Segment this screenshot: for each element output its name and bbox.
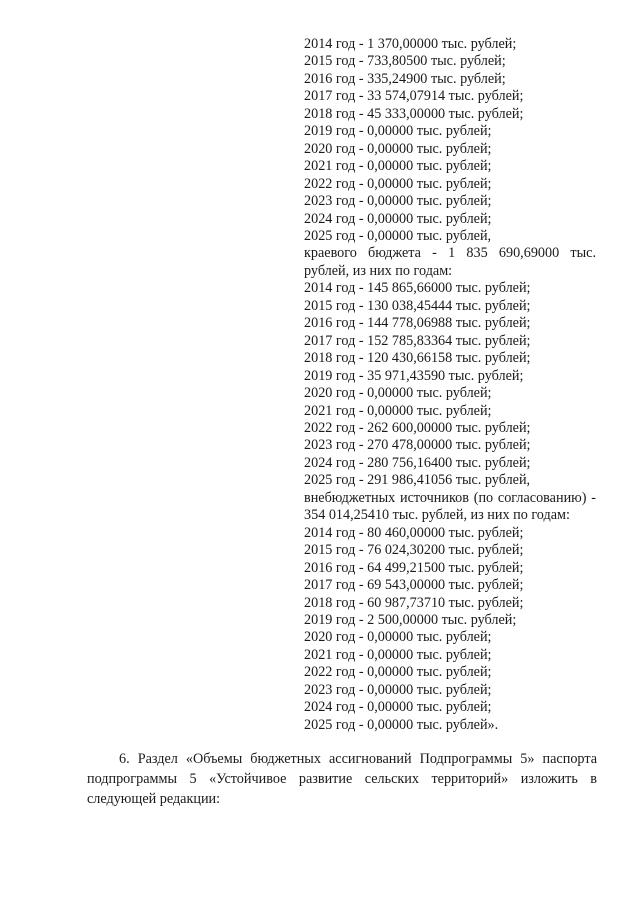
regional-year-2025: 2025 год - 291 986,41056 тыс. рублей, [304, 472, 531, 489]
extrabudget-year-2020: 2020 год - 0,00000 тыс. рублей; [304, 629, 492, 646]
extrabudget-year-2025: 2025 год - 0,00000 тыс. рублей». [304, 716, 499, 733]
regional-years-list [304, 280, 596, 489]
extrabudget-intro: внебюджетных источников (по согласованию) - 354 014,25410 тыс. рублей, из них по годам: [304, 489, 596, 524]
federal-year-2021: 2021 год - 0,00000 тыс. рублей; [304, 158, 492, 175]
extrabudget-year-2018: 2018 год - 60 987,73710 тыс. рублей; [304, 594, 524, 611]
extrabudget-year-2019: 2019 год - 2 500,00000 тыс. рублей; [304, 611, 517, 628]
regional-year-2019: 2019 год - 35 971,43590 тыс. рублей; [304, 367, 524, 384]
regional-year-2024: 2024 год - 280 756,16400 тыс. рублей; [304, 454, 531, 471]
federal-year-2018: 2018 год - 45 333,00000 тыс. рублей; [304, 105, 524, 122]
federal-year-2024: 2024 год - 0,00000 тыс. рублей; [304, 210, 492, 227]
regional-year-2018: 2018 год - 120 430,66158 тыс. рублей; [304, 350, 531, 367]
federal-year-2014: 2014 год - 1 370,00000 тыс. рублей; [304, 36, 517, 52]
federal-year-2017: 2017 год - 33 574,07914 тыс. рублей; [304, 88, 524, 105]
regional-year-2014: 2014 год - 145 865,66000 тыс. рублей; [304, 280, 531, 297]
funding-column [304, 36, 596, 734]
federal-year-2025: 2025 год - 0,00000 тыс. рублей, [304, 227, 492, 244]
federal-year-2015: 2015 год - 733,80500 тыс. рублей; [304, 53, 506, 70]
extrabudget-year-2023: 2023 год - 0,00000 тыс. рублей; [304, 681, 492, 698]
extrabudget-years-list [304, 525, 596, 734]
regional-budget-intro: краевого бюджета - 1 835 690,69000 тыс. рублей, из них по годам: [304, 245, 596, 279]
regional-year-2020: 2020 год - 0,00000 тыс. рублей; [304, 385, 492, 402]
regional-year-2023: 2023 год - 270 478,00000 тыс. рублей; [304, 437, 531, 454]
extrabudget-year-2024: 2024 год - 0,00000 тыс. рублей; [304, 699, 492, 716]
regional-year-2022: 2022 год - 262 600,00000 тыс. рублей; [304, 419, 531, 436]
federal-years-list [304, 36, 596, 245]
federal-year-2023: 2023 год - 0,00000 тыс. рублей; [304, 193, 492, 210]
regional-year-2017: 2017 год - 152 785,83364 тыс. рублей; [304, 332, 531, 349]
regional-year-2016: 2016 год - 144 778,06988 тыс. рублей; [304, 315, 531, 332]
federal-year-2020: 2020 год - 0,00000 тыс. рублей; [304, 140, 492, 157]
regional-year-2015: 2015 год - 130 038,45444 тыс. рублей; [304, 297, 531, 314]
regional-year-2021: 2021 год - 0,00000 тыс. рублей; [304, 402, 492, 419]
extrabudget-year-2016: 2016 год - 64 499,21500 тыс. рублей; [304, 559, 524, 576]
federal-year-2019: 2019 год - 0,00000 тыс. рублей; [304, 123, 492, 140]
federal-year-2022: 2022 год - 0,00000 тыс. рублей; [304, 175, 492, 192]
extrabudget-year-2015: 2015 год - 76 024,30200 тыс. рублей; [304, 542, 524, 559]
extrabudget-year-2017: 2017 год - 69 543,00000 тыс. рублей; [304, 577, 524, 594]
federal-year-2016: 2016 год - 335,24900 тыс. рублей; [304, 70, 506, 87]
extrabudget-year-2021: 2021 год - 0,00000 тыс. рублей; [304, 646, 492, 663]
extrabudget-year-2022: 2022 год - 0,00000 тыс. рублей; [304, 664, 492, 681]
extrabudget-year-2014: 2014 год - 80 460,00000 тыс. рублей; [304, 524, 524, 541]
section-6-paragraph: 6. Раздел «Объемы бюджетных ассигнований Подпрограммы 5» паспорта подпрограммы 5 «Устойчивое развитие сельских территорий» изложить в следующей редакции: [87, 751, 597, 807]
